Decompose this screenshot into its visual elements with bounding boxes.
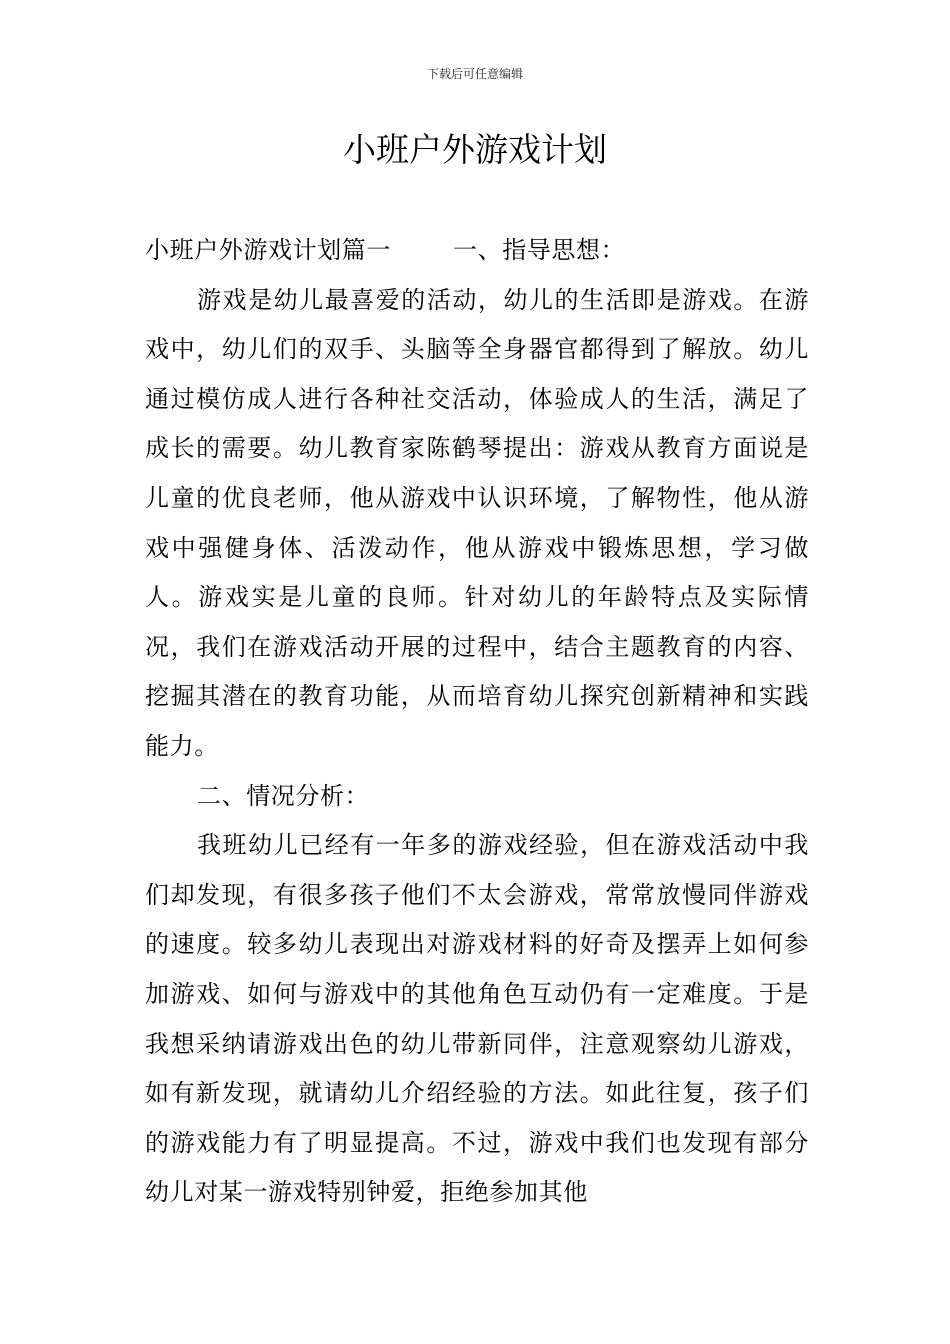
document-body <box>145 226 809 1218</box>
document-title: 小班户外游戏计划 <box>343 130 607 169</box>
subtitle-line <box>145 226 809 276</box>
section-heading-situation-analysis: 二、情况分析： <box>197 781 370 810</box>
section-heading-guiding-ideas: 一、指导思想： <box>453 236 626 264</box>
document-subtitle: 小班户外游戏计划篇一 <box>145 236 391 264</box>
header-note: 下载后可任意编辑 <box>426 67 523 81</box>
paragraph-guiding-ideas: 游戏是幼儿最喜爱的活动，幼儿的生活即是游戏。在游戏中，幼儿们的双手、头脑等全身器官都得到了解放。幼儿通过模仿成人进行各种社交活动，体验成人的生活，满足了成长的需要。幼儿教育家陈鹤琴提出：游戏从教育方面说是儿童的优良老师，他从游戏中认识环境，了解物性，他从游戏中强健身体、活泼动作，他从游戏中锻炼思想，学习做人。游戏实是儿童的良师。针对幼儿的年龄特点及实际情况，我们在游戏活动开展的过程中，结合主题教育的内容、挖掘其潜在的教育功能，从而培育幼儿探究创新精神和实践能力。 <box>145 285 809 760</box>
paragraph-situation-analysis: 我班幼儿已经有一年多的游戏经验，但在游戏活动中我们却发现，有很多孩子他们不太会游戏，常常放慢同伴游戏的速度。较多幼儿表现出对游戏材料的好奇及摆弄上如何参加游戏、如何与游戏中的其他角色互动仍有一定难度。于是我想采纳请游戏出色的幼儿带新同伴，注意观察幼儿游戏，如有新发现，就请幼儿介绍经验的方法。如此往复，孩子们的游戏能力有了明显提高。不过，游戏中我们也发现有部分幼儿对某一游戏特别钟爱，拒绝参加其他 <box>145 831 809 1207</box>
